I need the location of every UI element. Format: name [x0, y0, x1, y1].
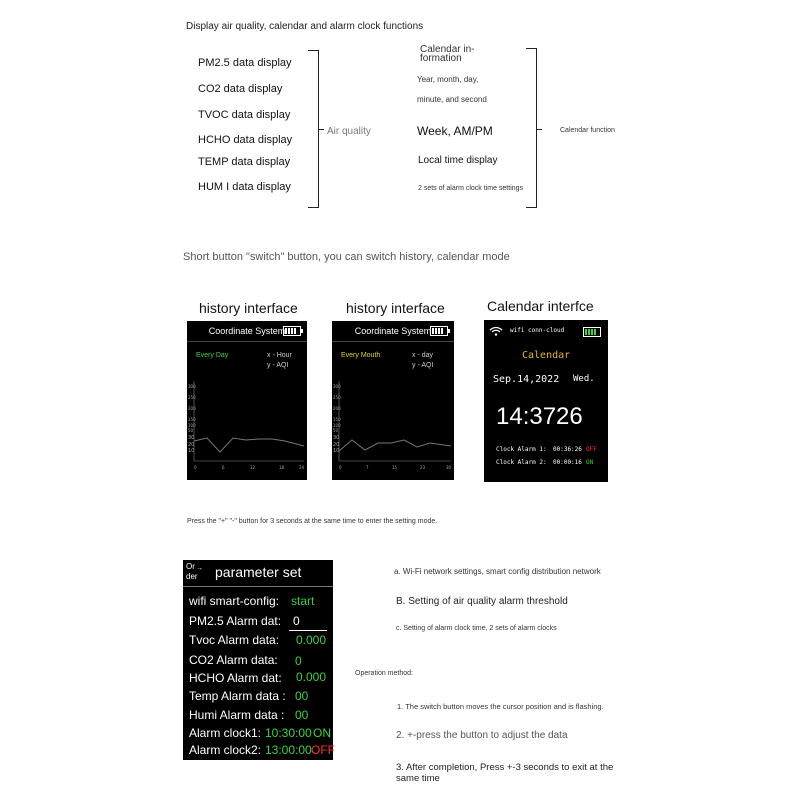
svg-text:10: 10 — [333, 448, 340, 454]
pm25-alarm-label: PM2.5 Alarm dat: — [189, 614, 282, 628]
humi-alarm-value[interactable]: 00 — [295, 708, 309, 722]
history1-screen — [187, 321, 307, 480]
history1-header-text: Coordinate System — [208, 326, 286, 336]
cal-item-week: Week, AM/PM — [417, 124, 493, 138]
svg-text:24: 24 — [299, 465, 305, 470]
order-arrow-icon: → — [196, 565, 203, 572]
history2-screen — [332, 321, 454, 480]
alarm1-state: OFF — [586, 446, 597, 453]
history2-mode: Every Mouth — [341, 352, 381, 359]
humi-alarm-label: Humi Alarm data : — [189, 708, 285, 722]
svg-text:30: 30 — [446, 465, 452, 470]
svg-text:300: 300 — [333, 384, 341, 389]
calendar-screen — [484, 320, 608, 482]
temp-alarm-label: Temp Alarm data : — [189, 689, 286, 703]
history1-y-label: y - AQI — [267, 362, 289, 369]
svg-text:7: 7 — [366, 465, 369, 470]
svg-text:250: 250 — [188, 395, 196, 400]
temp-alarm-value[interactable]: 00 — [295, 689, 309, 703]
wifi-config-value[interactable]: start — [291, 594, 315, 608]
air-item-tvoc: TVOC data display — [198, 109, 291, 121]
press-note: Press the "+" "-" button for 3 seconds at the same time to enter the setting mode. — [187, 518, 438, 525]
svg-text:200: 200 — [188, 406, 196, 411]
tvoc-alarm-label: Tvoc Alarm data: — [189, 633, 280, 647]
param-divider — [183, 586, 333, 587]
history1-x-label: x - Hour — [267, 352, 292, 359]
calendar-title: Calendar interfce — [487, 298, 594, 314]
svg-text:0: 0 — [194, 465, 197, 470]
operation-method: Operation method: — [355, 670, 413, 677]
history2-line — [339, 440, 451, 451]
air-quality-label: Air quality — [327, 126, 371, 137]
calendar-bracket-tip — [536, 129, 542, 130]
svg-text:30: 30 — [333, 435, 340, 441]
svg-text:20: 20 — [333, 442, 340, 448]
svg-text:30: 30 — [188, 435, 195, 441]
alarm-clock1-time[interactable]: 10:30:00 — [265, 726, 312, 740]
air-item-co2: CO2 data display — [198, 83, 283, 95]
calendar-date: Sep.14,2022 — [493, 374, 560, 385]
calendar-bracket — [526, 48, 537, 208]
alarm-clock2-label: Alarm clock2: — [189, 743, 262, 757]
cal-item-alarms: 2 sets of alarm clock time settings — [418, 185, 524, 192]
step-3a: 3. After completion, Press +-3 seconds to exit at the — [396, 762, 614, 773]
svg-text:0: 0 — [339, 465, 342, 470]
svg-text:100: 100 — [333, 423, 341, 428]
svg-text:100: 100 — [188, 423, 196, 428]
tvoc-alarm-value[interactable]: 0.000 — [296, 633, 327, 647]
switch-note: Short button "switch" button, you can switch history, calendar mode — [183, 251, 510, 263]
pm25-alarm-value[interactable]: 0 — [293, 614, 300, 628]
svg-text:15: 15 — [392, 465, 398, 470]
setting-a: a. Wi-Fi network settings, smart config distribution network — [394, 567, 601, 576]
alarm2-state: ON — [586, 459, 594, 466]
alarm-clock1-label: Alarm clock1: — [189, 726, 262, 740]
svg-text:50: 50 — [188, 428, 194, 433]
order-label-bottom: der — [186, 572, 198, 581]
alarm-clock2-time[interactable]: 13:00:00 — [265, 743, 312, 757]
svg-text:6: 6 — [222, 465, 225, 470]
step-1: 1. The switch button moves the cursor position and is flashing. — [397, 702, 604, 711]
calendar-function-label: Calendar function — [560, 127, 615, 134]
section-heading: Display air quality, calendar and alarm clock functions — [186, 21, 424, 32]
order-label-top: Or — [186, 562, 195, 571]
svg-text:10: 10 — [188, 448, 195, 454]
history1-line — [194, 438, 304, 452]
alarm1-time: 00:36:26 — [553, 446, 582, 453]
svg-text:150: 150 — [333, 417, 341, 422]
calendar-time: 14:3726 — [496, 403, 583, 430]
setting-b: B. Setting of air quality alarm threshold — [396, 596, 568, 607]
cal-item-info-2: formation — [420, 53, 462, 64]
history2-y-label: y - AQI — [412, 362, 434, 369]
param-screen — [183, 560, 333, 760]
svg-text:250: 250 — [333, 395, 341, 400]
history2-title: history interface — [346, 300, 445, 316]
alarm2-time: 00:00:16 — [553, 459, 582, 466]
co2-alarm-value[interactable]: 0 — [295, 654, 302, 668]
history2-chart — [332, 321, 454, 480]
svg-text:200: 200 — [333, 406, 341, 411]
air-item-hcho: HCHO data display — [198, 134, 293, 146]
cal-item-minsec: minute, and second — [417, 95, 487, 104]
cursor-underline — [289, 630, 327, 631]
alarm-clock1-state[interactable]: ON — [313, 726, 331, 740]
air-item-pm25: PM2.5 data display — [198, 57, 292, 69]
wifi-config-label: wifi smart-config: — [189, 594, 280, 608]
history1-mode: Every Day — [196, 352, 229, 359]
svg-text:50: 50 — [333, 428, 339, 433]
history2-x-label: x - day — [412, 352, 434, 359]
param-title: parameter set — [215, 564, 302, 580]
co2-alarm-label: CO2 Alarm data: — [189, 653, 278, 667]
air-item-temp: TEMP data display — [198, 156, 291, 168]
air-bracket-tip — [318, 129, 324, 130]
setting-c: c. Setting of alarm clock time, 2 sets of alarm clocks — [396, 625, 557, 632]
svg-text:18: 18 — [279, 465, 285, 470]
alarm1-label: Clock Alarm 1: — [496, 446, 547, 453]
svg-text:150: 150 — [188, 417, 196, 422]
alarm2-label: Clock Alarm 2: — [496, 459, 547, 466]
cal-item-info-1: Calendar in- — [420, 44, 475, 55]
wifi-icon — [489, 326, 503, 336]
svg-text:12: 12 — [250, 465, 256, 470]
svg-text:23: 23 — [420, 465, 426, 470]
calendar-wifi-text: wifi conn-cloud — [510, 327, 565, 334]
cal-item-local: Local time display — [418, 155, 498, 166]
svg-text:20: 20 — [188, 442, 195, 448]
history2-header-text: Coordinate System — [354, 326, 432, 336]
step-3b: same time — [396, 773, 440, 784]
hcho-alarm-label: HCHO Alarm dat: — [189, 671, 282, 685]
alarm-clock2-state[interactable]: OFF — [311, 743, 335, 757]
air-item-hum: HUM I data display — [198, 181, 291, 193]
step-2: 2. +-press the button to adjust the data — [396, 730, 568, 741]
history1-title: history interface — [199, 300, 298, 316]
calendar-label: Calendar — [522, 350, 571, 361]
history1-chart — [187, 321, 307, 480]
calendar-weekday: Wed. — [573, 374, 595, 384]
cal-item-ymd: Year, month, day, — [417, 75, 479, 84]
hcho-alarm-value[interactable]: 0.000 — [296, 670, 327, 684]
battery-icon — [583, 327, 601, 337]
svg-text:300: 300 — [188, 384, 196, 389]
